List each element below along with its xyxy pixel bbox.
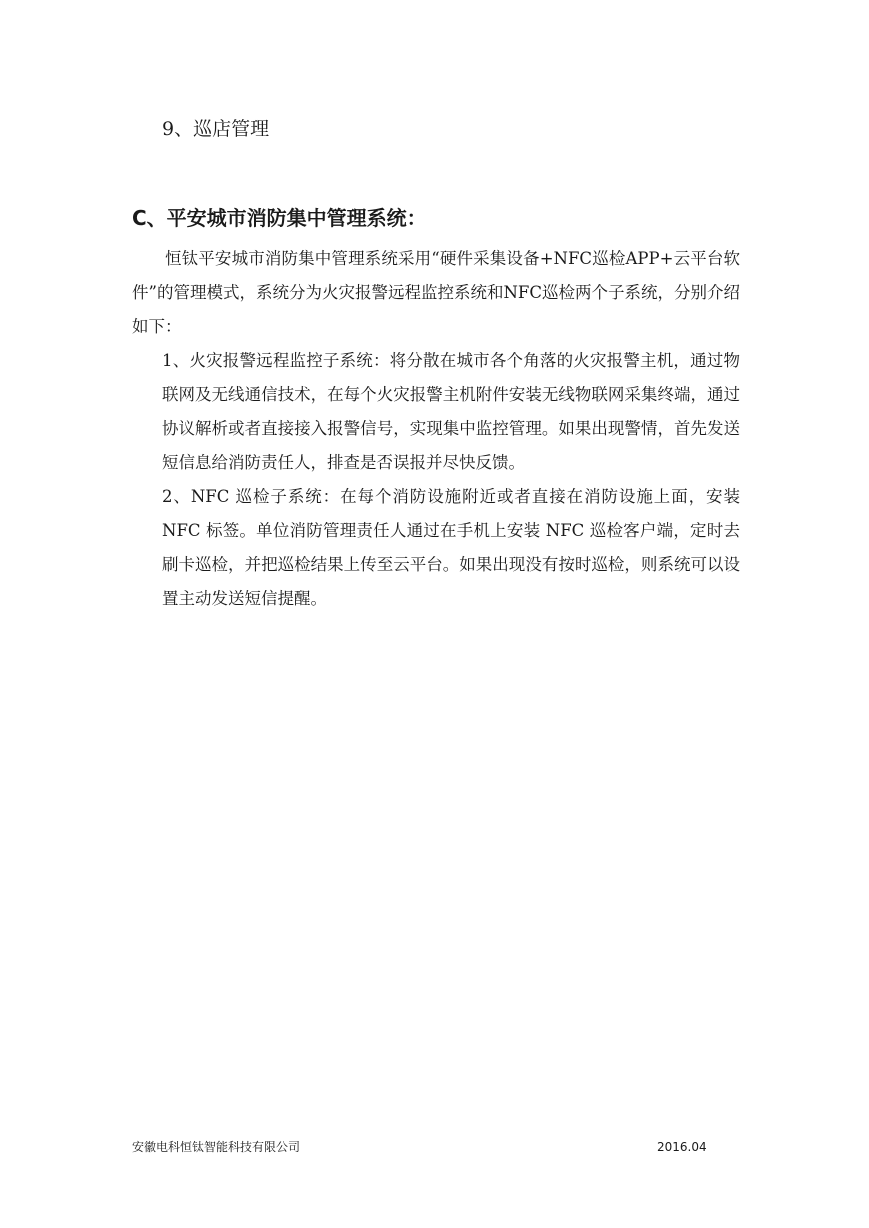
list-item-nfc-patrol: 2、NFC 巡检子系统：在每个消防设施附近或者直接在消防设施上面，安装 NFC 标签。单位消防管理责任人通过在手机上安装 NFC 巡检客户端，定时去刷卡巡检，并把巡检结果上传至云平台。如果出现没有按时巡检，则系统可以设置主动发送短信提醒。 — [162, 487, 740, 608]
section-heading: C、平安城市消防集中管理系统： — [132, 206, 427, 230]
list-item-9-patrol-management: 9、巡店管理 — [162, 118, 270, 140]
intro-paragraph: 恒钛平安城市消防集中管理系统采用“硬件采集设备+NFC巡检APP+云平台软件”的管理模式，系统分为火灾报警远程监控系统和NFC巡检两个子系统，分别介绍如下： — [132, 249, 740, 336]
subsystem-list — [162, 344, 740, 616]
list-item-fire-alarm-monitoring: 1、火灾报警远程监控子系统：将分散在城市各个角落的火灾报警主机，通过物联网及无线通信技术，在每个火灾报警主机附件安装无线物联网采集终端，通过协议解析或者直接接入报警信号，实现集中监控管理。如果出现警情，首先发送短信息给消防责任人，排查是否误报并尽快反馈。 — [162, 351, 740, 472]
footer-date: 2016.04 — [657, 1140, 707, 1154]
footer-company-name: 安徽电科恒钛智能科技有限公司 — [132, 1140, 301, 1154]
